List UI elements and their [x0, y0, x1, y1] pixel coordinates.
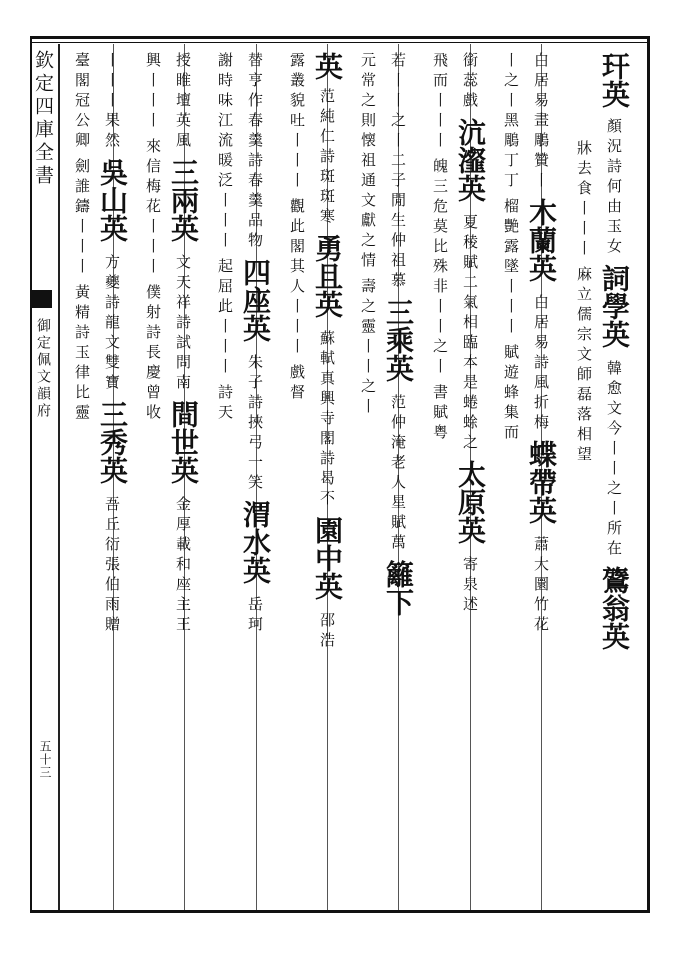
headword: 三秀英: [96, 400, 129, 484]
annotation-text: 丨之丨黑鵰丁丁: [502, 52, 520, 192]
top-border-rule: [30, 36, 650, 39]
annotation-text: 書賦粤: [431, 384, 449, 444]
annotation-text: 夏稜賦二氣相臨本是蜷蜍之: [461, 214, 479, 454]
annotation-text: 劍誰鑄丨丨丨: [73, 158, 91, 278]
top-inner-rule: [30, 42, 650, 43]
headword: 三兩英: [167, 158, 200, 242]
page-number: 五十三: [38, 740, 52, 779]
annotation-text: 范仲淹老人星賦萬: [389, 394, 407, 554]
annotation-text: 元常之則懐祖通文獻之情: [359, 52, 377, 272]
annotation-text: 黃精詩玉律比靈: [73, 284, 91, 424]
right-border-rule: [647, 36, 650, 913]
annotation-text: 若丨丨之丨二子閒生仲祖慕: [389, 52, 407, 292]
annotation-text: 謝時味江流暖泛丨丨丨: [216, 52, 234, 252]
margin-divider: [58, 44, 60, 910]
headword: 沆瀣英: [454, 118, 487, 202]
annotation-text: 魄三危莫比殊非丨丨之丨: [431, 158, 449, 378]
annotation-text: 來信梅花丨丨丨: [144, 138, 162, 278]
headword: 渭水英: [239, 500, 272, 584]
annotation-text: 白居易詩風折梅: [532, 294, 550, 434]
annotation-text: 牀去食丨丨丨: [575, 140, 593, 260]
annotation-text: 范純仁詩斑斑寒: [318, 88, 336, 228]
annotation-text: 蘇軾真興寺閣詩曷不: [318, 330, 336, 510]
annotation-text: 岳珂: [246, 596, 264, 636]
annotation-text: 臺閣冠公卿: [73, 52, 91, 152]
annotation-text: 賦遊蜂集而: [502, 344, 520, 444]
annotation-text: 詩天: [216, 384, 234, 424]
annotation-text: 白居易畫鵰贊丨: [532, 52, 550, 192]
annotation-text: 銜蕊戲: [461, 52, 479, 112]
annotation-text: 榴艷露墜丨丨丨: [502, 198, 520, 338]
headword: 玕英: [598, 52, 631, 108]
annotation-text: 飛而丨丨丨: [431, 52, 449, 152]
annotation-text: 麻立儒宗文師磊落相望: [575, 266, 593, 466]
headword: 園中英: [311, 516, 344, 600]
headword: 四座英: [239, 258, 272, 342]
headword: 詞學英: [598, 264, 631, 348]
bottom-border-rule: [30, 910, 650, 913]
annotation-text: 吾丘衍張伯雨贈: [103, 496, 121, 636]
headword: 勇且英: [311, 234, 344, 318]
annotation-text: 蕭大圜竹花: [532, 536, 550, 636]
annotation-text: 邵浩: [318, 612, 336, 652]
annotation-text: 戲督: [288, 364, 306, 404]
headword: 太原英: [454, 460, 487, 544]
annotation-text: 丨丨丨果然: [103, 52, 121, 152]
headword: 蝶帶英: [525, 440, 558, 524]
headword: 英: [311, 52, 344, 80]
headword: 三乘英: [382, 298, 415, 382]
headword: 鷟翁英: [598, 566, 631, 650]
headword: 籬下: [382, 560, 415, 616]
headword: 木蘭英: [525, 198, 558, 282]
annotation-text: 顏況詩何由玉女: [605, 118, 623, 258]
annotation-text: 露叢貌吐丨丨丨: [288, 52, 306, 192]
annotation-text: 授睢壇英風: [174, 52, 192, 152]
annotation-text: 壽之靈丨丨之丨: [359, 278, 377, 418]
margin-title: 欽定四庫全書: [32, 50, 54, 188]
fishtail-mark: [30, 290, 52, 308]
headword: 吳山英: [96, 158, 129, 242]
annotation-text: 文天祥詩試問南: [174, 254, 192, 394]
annotation-text: 朱子詩挾弓一笑: [246, 354, 264, 494]
annotation-text: 起屈此丨丨丨: [216, 258, 234, 378]
headword: 間世英: [167, 400, 200, 484]
book-title: 御定佩文韻府: [35, 318, 51, 420]
annotation-text: 觀此閣其人丨丨丨: [288, 198, 306, 358]
annotation-text: 寄泉述: [461, 556, 479, 616]
annotation-text: 興丨丨丨: [144, 52, 162, 132]
annotation-text: 僕射詩長慶曾收: [144, 284, 162, 424]
annotation-text: 方夔詩龍文雙寶: [103, 254, 121, 394]
annotation-text: 替亨作春羹詩春羹品物: [246, 52, 264, 252]
annotation-text: 韓愈文今丨丨之丨所在: [605, 360, 623, 560]
annotation-text: 金厚載和座主王: [174, 496, 192, 636]
